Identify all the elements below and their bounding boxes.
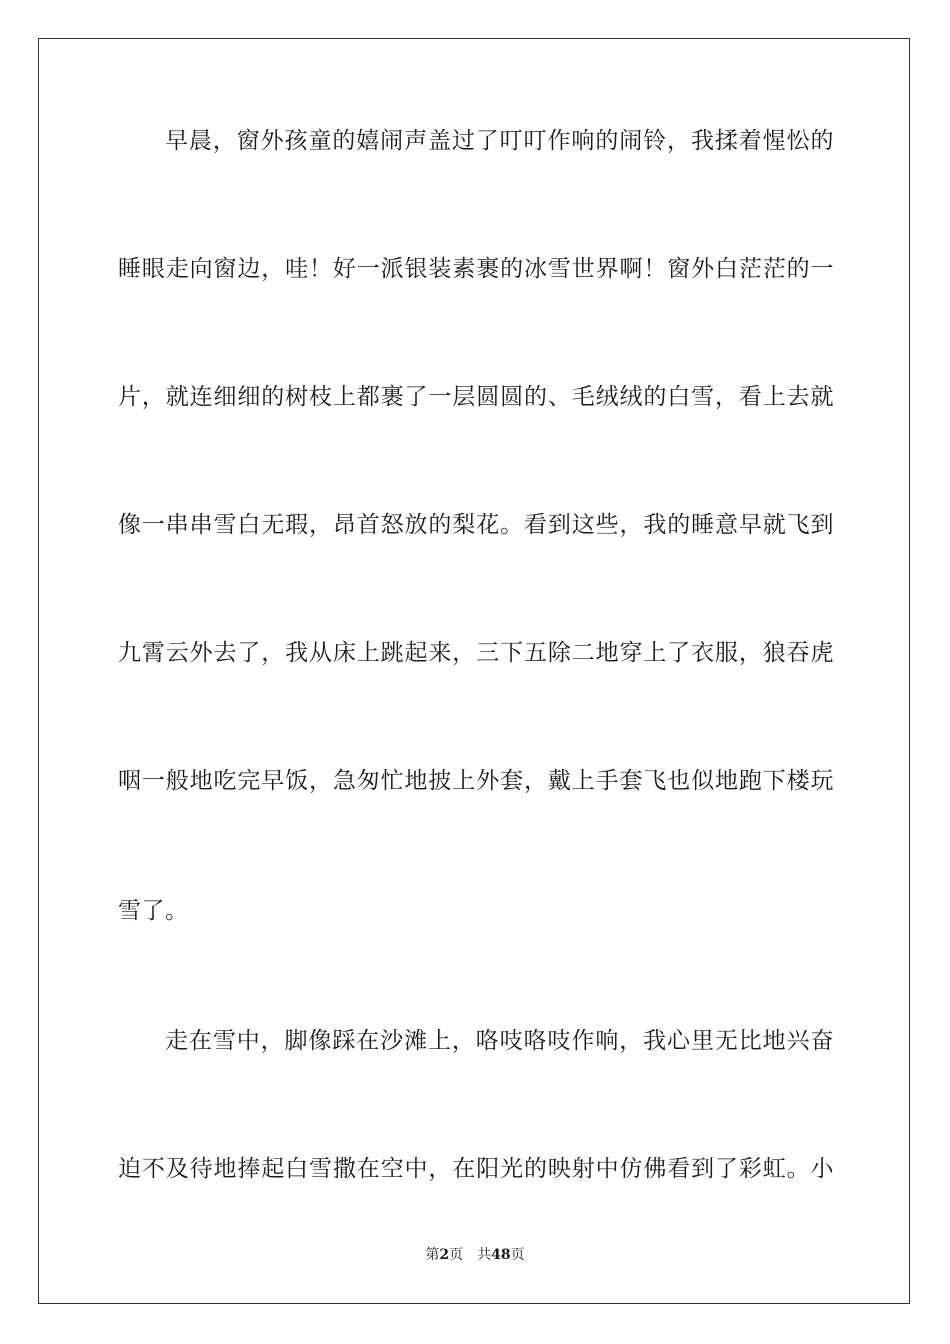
page-prefix: 第 [425, 1247, 440, 1263]
total-pages: 48 [491, 1247, 511, 1263]
paragraph-2-line-2: 迫不及待地捧起白雪撒在空中，在阳光的映射中仿佛看到了彩虹。小 [118, 1156, 834, 1182]
page-number: 2 [439, 1247, 450, 1263]
paragraph-1-line-2: 睡眼走向窗边，哇！好一派银装素裹的冰雪世界啊！窗外白茫茫的一 [118, 256, 834, 282]
paragraph-1-line-5: 九霄云外去了，我从床上跳起来，三下五除二地穿上了衣服，狼吞虎 [118, 640, 834, 666]
paragraph-1-line-4: 像一串串雪白无瑕，昂首怒放的梨花。看到这些，我的睡意早就飞到 [118, 512, 834, 538]
paragraph-1-line-7: 雪了。 [118, 898, 189, 924]
total-prefix: 共 [477, 1247, 492, 1263]
page-suffix: 页 [449, 1247, 464, 1263]
page-border [38, 38, 910, 1304]
paragraph-1-line-1: 早晨，窗外孩童的嬉闹声盖过了叮叮作响的闹铃，我揉着惺忪的 [165, 128, 834, 154]
total-suffix: 页 [510, 1247, 525, 1263]
page-footer [0, 1246, 950, 1264]
paragraph-2-line-1: 走在雪中，脚像踩在沙滩上，咯吱咯吱作响，我心里无比地兴奋 [165, 1028, 834, 1054]
paragraph-1-line-6: 咽一般地吃完早饭，急匆忙地披上外套，戴上手套飞也似地跑下楼玩 [118, 768, 834, 794]
paragraph-1-line-3: 片，就连细细的树枝上都裹了一层圆圆的、毛绒绒的白雪，看上去就 [118, 384, 834, 410]
